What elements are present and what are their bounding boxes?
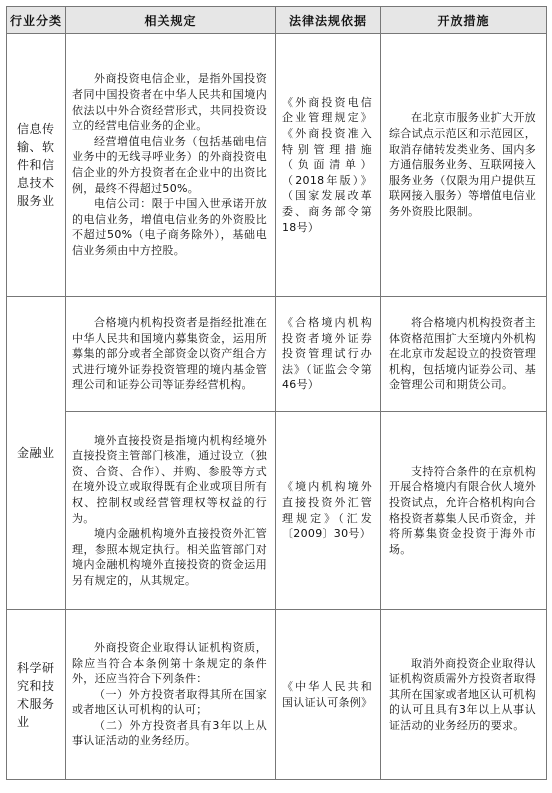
measures-telecom [381, 34, 547, 297]
table-row-finance-qdii [7, 297, 547, 412]
regulation-paragraph: （二）外方投资者具有3年以上从事认证活动的业务经历。 [72, 718, 267, 748]
header-legal-basis: 法律法规依据 [276, 7, 381, 34]
legal-basis-finance-qdii: 《合格境内机构投资者境外证券投资管理试行办法》（证监会令第46号） [276, 297, 381, 412]
regulation-science [66, 610, 276, 780]
regulation-finance-qdii [66, 297, 276, 412]
table-row-finance-odi [7, 412, 547, 610]
header-regulation: 相关规定 [66, 7, 276, 34]
table-row-science [7, 610, 547, 780]
measures-science [381, 610, 547, 780]
regulation-finance-odi [66, 412, 276, 610]
table-row-telecom [7, 34, 547, 297]
legal-basis-finance-odi: 《境内机构境外直接投资外汇管理规定》（汇发〔2009〕30号） [276, 412, 381, 610]
regulation-paragraph: （一）外方投资者取得其所在国家或者地区认可机构的认可； [72, 687, 267, 717]
measures-text: 支持符合条件的在京机构开展合格境内有限合伙人境外投资试点，允许合格机构向合格投资者募集人民币资金，并将所募集资金投资于海外市场。 [389, 464, 536, 556]
category-science: 科学研究和技术服务业 [7, 610, 66, 780]
header-measures: 开放措施 [381, 7, 547, 34]
regulation-paragraph: 外商投资电信企业，是指外国投资者同中国投资者在中华人民共和国境内依法以中外合资经营形式，共同投资设立的经营电信业务的企业。 [72, 72, 267, 133]
regulation-paragraph: 电信公司：限于中国入世承诺开放的电信业务，增值电信业务的外资股比不超过50%（电子商务除外），基础电信业务须由中方控股。 [72, 197, 267, 257]
regulation-paragraph: 外商投资企业取得认证机构资质，除应当符合本条例第十条规定的条件外，还应当符合下列条件： [72, 640, 267, 686]
category-telecom: 信息传输、软件和信息技术服务业 [7, 34, 66, 297]
legal-basis-telecom: 《外商投资电信企业管理规定》《外商投资准入特别管理措施（负面清单）（2018年版）》（国家发展改革委、商务部令第18号） [276, 34, 381, 297]
regulation-paragraph: 合格境内机构投资者是指经批准在中华人民共和国境内募集资金，运用所募集的部分或者全部资金以资产组合方式进行境外证券投资管理的境内基金管理公司和证券公司等证券经营机构。 [72, 316, 267, 392]
measures-text: 将合格境内机构投资者主体资格范围扩大至境内外机构在北京市发起设立的投资管理机构，包括境内证券公司、基金管理公司和期货公司。 [389, 316, 536, 392]
category-finance: 金融业 [7, 297, 66, 610]
measures-finance-odi [381, 412, 547, 610]
table-header-row [7, 7, 547, 34]
policy-table [6, 6, 547, 780]
regulation-telecom [66, 34, 276, 297]
measures-text: 在北京市服务业扩大开放综合试点示范区和示范园区，取消存储转发类业务、国内多方通信服务业务、互联网接入服务业务（仅限为用户提供互联网接入服务）等增值电信业务外资股比限制。 [389, 111, 536, 218]
measures-finance-qdii [381, 297, 547, 412]
regulation-paragraph: 境外直接投资是指境内机构经境外直接投资主管部门核准，通过设立（独资、合资、合作）、并购、参股等方式在境外设立或取得既有企业或项目所有权、控制权或经营管理权等权益的行为。 [72, 433, 267, 525]
legal-basis-science: 《中华人民共和国认证认可条例》 [276, 610, 381, 780]
regulation-paragraph: 经营增值电信业务（包括基础电信业务中的无线寻呼业务）的外商投资电信企业的外方投资者在企业中的出资比例，最终不得超过50%。 [72, 134, 267, 195]
regulation-paragraph: 境内金融机构境外直接投资外汇管理，参照本规定执行。相关监管部门对境内金融机构境外直接投资的资金运用另有规定的，从其规定。 [72, 527, 267, 587]
measures-text: 取消外商投资企业取得认证机构资质需外方投资者取得其所在国家或者地区认可机构的认可且具有3年以上从事认证活动的业务经历的要求。 [389, 656, 536, 732]
header-category: 行业分类 [7, 7, 66, 34]
